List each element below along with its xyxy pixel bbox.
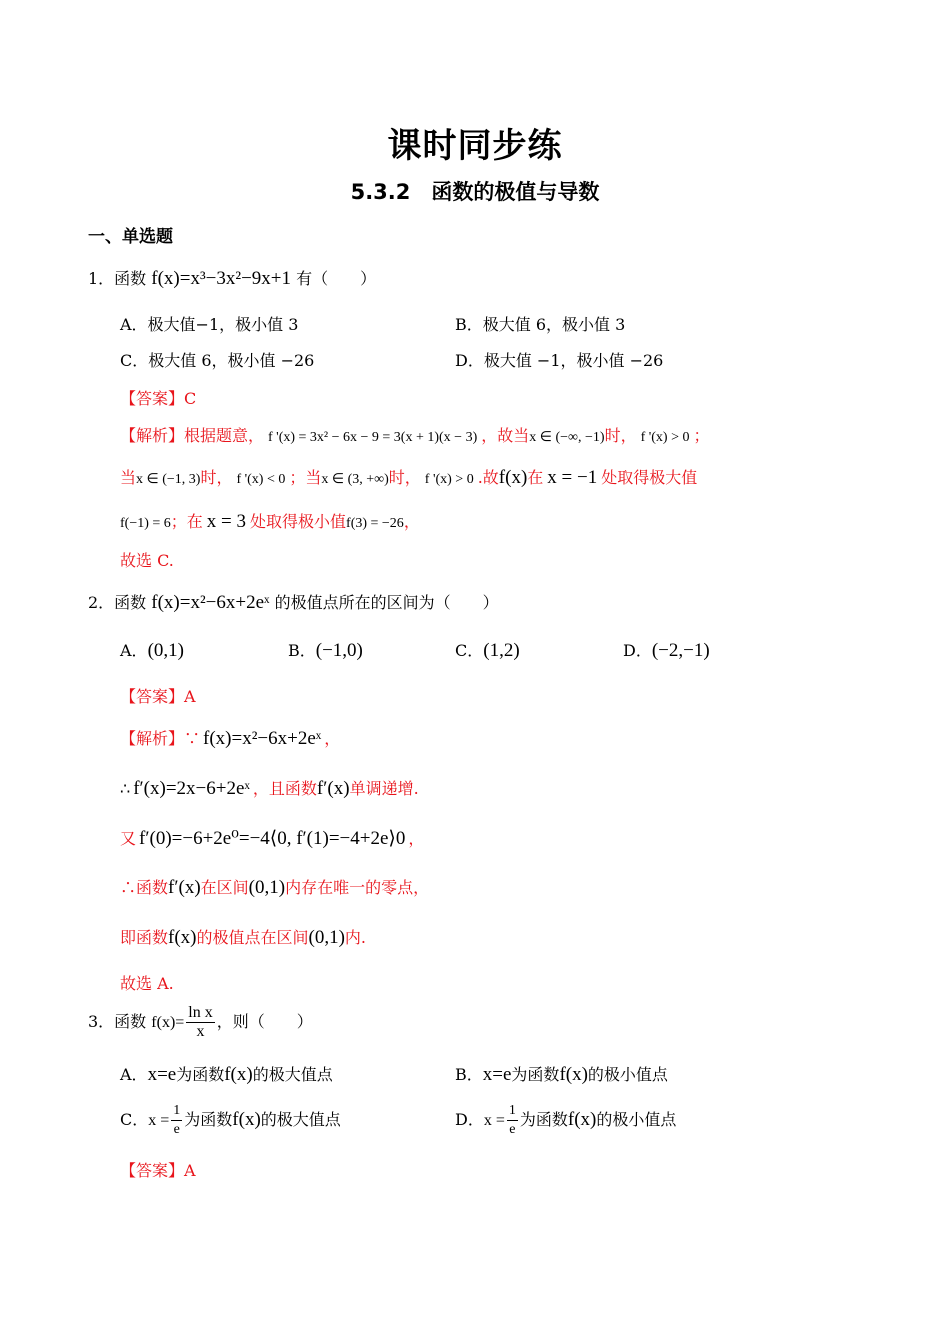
q3-answer: 【答案】A	[120, 1161, 196, 1180]
q2-option-a: A．(0,1)	[120, 640, 184, 661]
q2-analysis-line-5: 即函数f(x)的极值点在区间(0,1)内.	[120, 927, 367, 948]
q3-option-b: B．x=e为函数f(x)的极小值点	[455, 1064, 668, 1085]
q3-option-d: D．x = $\frac{1}{e}$ 为函数f(x)的极小值点	[455, 1103, 677, 1137]
q1-analysis-line-2: 当x ∈ (−1, 3)时， f '(x) < 0 ；当x ∈ (3, +∞)时， f '(x) > 0 .故f(x)在 x = −1 处取得极大值	[120, 467, 698, 488]
question-3-stem: 3．函数 f(x)= $\frac{\text{ln x}}{x}$ ，则（ ）	[88, 1004, 313, 1040]
q3-option-a: A．x=e为函数f(x)的极大值点	[120, 1064, 333, 1085]
q2-analysis-line-2: ∴ f′(x)=2x−6+2eˣ ，且函数f′(x)单调递增.	[120, 778, 419, 799]
page-subtitle: 5.3.2 函数的极值与导数	[350, 180, 600, 204]
q2-analysis-line-1: 【解析】∵ f(x)=x²−6x+2eˣ ，	[120, 728, 341, 749]
q2-option-b: B．(−1,0)	[288, 640, 363, 661]
q1-analysis-line-3: f(−1) = 6；在 x = 3 处取得极小值f(3) = −26，	[120, 511, 420, 532]
q1-option-c: C．极大值 6，极小值 −26	[120, 351, 315, 370]
q1-analysis-line-1: 【解析】根据题意， f '(x) = 3x² − 6x − 9 = 3(x + 1)(x − 3) ，故当x ∈ (−∞, −1)时， f '(x) > 0 ；	[120, 426, 710, 445]
q1-option-b: B．极大值 6，极小值 3	[455, 315, 626, 334]
q2-formula: f(x)=x²−6x+2eˣ	[151, 592, 270, 613]
q2-analysis-line-3: 又 f′(0)=−6+2e⁰=−4⟨0, f′(1)=−4+2e⟩0 ，	[120, 828, 425, 849]
q1-option-d: D．极大值 −1，极小值 −26	[455, 351, 664, 370]
q2-conclusion: 故选 A.	[120, 974, 174, 993]
q2-option-c: C．(1,2)	[455, 640, 520, 661]
q1-option-a: A．极大值−1，极小值 3	[120, 315, 299, 334]
question-1-stem: 1．函数 f(x)=x³−3x²−9x+1 有（ ）	[88, 268, 377, 289]
q3-fraction: $\frac{\text{ln x}}{x}$	[188, 1004, 213, 1040]
q1-conclusion: 故选 C.	[120, 551, 174, 570]
question-2-stem: 2．函数 f(x)=x²−6x+2eˣ 的极值点所在的区间为（ ）	[88, 592, 499, 613]
q1-answer: 【答案】C	[120, 389, 197, 408]
q3-option-c: C．x = $\frac{1}{e}$ 为函数f(x)的极大值点	[120, 1103, 341, 1137]
q2-option-d: D．(−2,−1)	[623, 640, 710, 661]
q2-analysis-line-4: ∴函数f′(x)在区间(0,1)内存在唯一的零点，	[120, 877, 430, 898]
section-heading: 一、单选题	[88, 227, 173, 247]
page-title: 课时同步练	[387, 126, 563, 166]
q1-formula: f(x)=x³−3x²−9x+1	[151, 268, 292, 289]
q2-answer: 【答案】A	[120, 687, 196, 706]
